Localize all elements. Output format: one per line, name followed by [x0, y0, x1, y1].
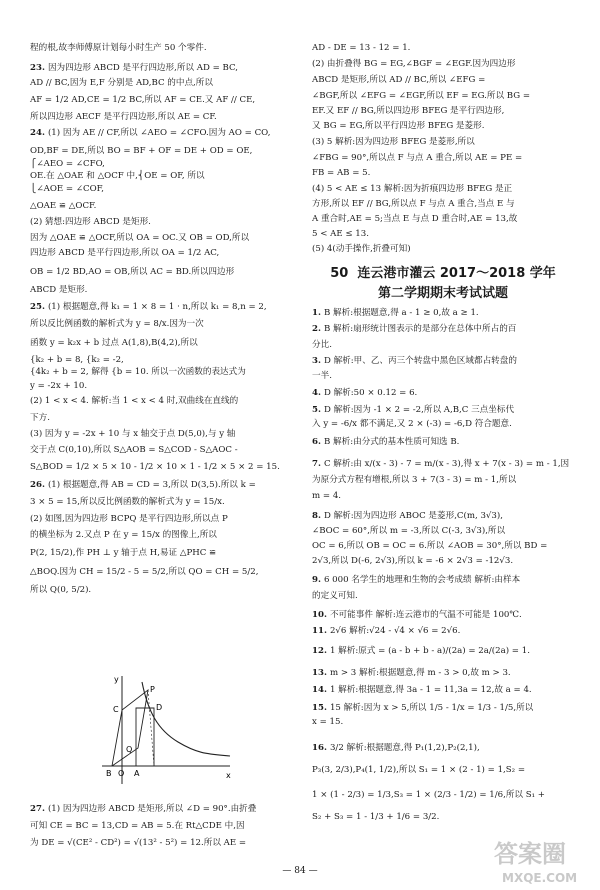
question-number: 1. [312, 308, 324, 318]
right-line-5: 又 BG = EG,所以平行四边形 BFEG 是菱形. [312, 121, 485, 131]
left-line-26: S△BOD = 1/2 × 5 × 10 - 1/2 × 10 × 1 - 1/2 × 5 × 2 = 15. [30, 462, 280, 472]
right-line-15: 2. B 解析:扇形统计图表示的是部分在总体中所占的百 [312, 324, 517, 334]
left-line-6: OD,BF = DE,所以 BO = BF + OF = DE + OD = OE, [30, 146, 253, 156]
right-line-41: 1 × (1 - 2/3) = 1/3,S₃ = 1 × (2/3 - 1/2) = 1/6,所以 S₁ + [312, 790, 546, 800]
section-title-text: 连云港市灌云 2017～2018 学年 [357, 266, 556, 281]
question-number: 12. [312, 646, 330, 656]
left-line-34: 27. (1) 因为四边形 ABCD 是矩形,所以 ∠D = 90°.由折叠 [30, 804, 257, 814]
right-line-12: 5 < AE ≤ 13. [312, 229, 369, 239]
left-line-19: {k₂ + b = 8, {k₂ = -2, [30, 355, 124, 365]
left-line-0: 程的根,故李师傅原计划每小时生产 50 个零件. [30, 43, 207, 53]
left-line-4: 所以四边形 AECF 是平行四边形,所以 AE = CF. [30, 112, 217, 122]
right-line-42: S₂ + S₃ = 1 - 1/3 + 1/6 = 3/2. [312, 812, 440, 822]
right-line-39: 16. 3/2 解析:根据题意,得 P₁(1,2),P₂(2,1), [312, 743, 480, 753]
point-label-p: P [150, 685, 155, 694]
right-line-35: 13. m > 3 解析:根据题意,得 m - 3 > 0,故 m > 3. [312, 668, 511, 678]
right-line-25: m = 4. [312, 491, 342, 501]
right-line-20: 5. D 解析:因为 -1 × 2 = -2,所以 A,B,C 三点坐标代 [312, 405, 515, 415]
right-line-4: EF.又 EF // BG,所以四边形 BFEG 是平行四边形, [312, 106, 505, 116]
question-number: 5. [312, 405, 324, 415]
question-number: 15. [312, 703, 330, 713]
right-line-31: 的定义可知. [312, 591, 358, 601]
right-line-38: x = 15. [312, 717, 344, 727]
question-number: 7. [312, 459, 324, 469]
left-line-11: (2) 猜想:四边形 ABCD 是矩形. [30, 217, 151, 227]
right-line-10: 方形,所以 EF // BG,所以点 F 与点 A 重合,当点 E 与 [312, 199, 515, 209]
right-line-13: (5) 4(动手操作,折叠可知) [312, 244, 411, 254]
question-number: 27. [30, 804, 48, 814]
axis-label-x: x [226, 771, 231, 780]
question-number: 3. [312, 356, 324, 366]
question-number: 26. [30, 480, 48, 490]
rectangle-abdc [136, 708, 154, 766]
helper-line-pq [148, 690, 154, 766]
left-line-12: 因为 △OAE ≌ △OCF,所以 OA = OC.又 OB = OD,所以 [30, 233, 250, 243]
left-line-18: 函数 y = k₂x + b 过点 A(1,8),B(4,2),所以 [30, 338, 198, 348]
hyperbola-curve [142, 682, 230, 756]
left-line-3: AF = 1/2 AD,CE = 1/2 BC,所以 AF = CE.又 AF // CE, [30, 95, 256, 105]
right-line-22: 6. B 解析:由分式的基本性质可知选 B. [312, 437, 460, 447]
right-line-17: 3. D 解析:甲、乙、丙三个转盘中黑色区域都占转盘的 [312, 356, 517, 366]
right-line-18: 一半. [312, 371, 332, 381]
question-number: 11. [312, 626, 330, 636]
left-line-27: 26. (1) 根据题意,得 AB = CD = 3,所以 D(3,5).所以 k = [30, 480, 256, 490]
question-number: 24. [30, 128, 48, 138]
left-line-1: 23. 因为四边形 ABCD 是平行四边形,所以 AD = BC, [30, 63, 238, 73]
left-line-30: 的横坐标为 2.又点 P 在 y = 15/x 的图像上,所以 [30, 530, 217, 540]
point-label-c: C [113, 705, 119, 714]
left-line-7: ⎧∠AEO = ∠CFO, [30, 159, 105, 169]
right-line-23: 7. C 解析:由 x/(x - 3) - 7 = m/(x - 3),得 x + 7(x - 3) = m - 1,因 [312, 459, 570, 469]
right-line-40: P₃(3, 2/3),P₄(1, 1/2),所以 S₁ = 1 × (2 - 1) = 1,S₂ = [312, 765, 526, 775]
question-number: 16. [312, 743, 330, 753]
page-number: — 84 — [282, 866, 318, 876]
right-line-6: (3) 5 解析:因为四边形 BFEG 是菱形,所以 [312, 137, 475, 147]
question-number: 25. [30, 302, 48, 312]
left-line-32: △BOQ.因为 CH = 15/2 - 5 = 5/2,所以 QO = CH = 5/2, [30, 567, 259, 577]
left-line-15: ABCD 是矩形. [30, 285, 88, 295]
question-number: 14. [312, 685, 330, 695]
right-line-11: A 重合时,AE = 5;当点 E 与点 D 重合时,AE = 13,故 [312, 214, 518, 224]
right-line-21: 入 y = -6/x 都不满足,又 2 × (-3) = -6,D 符合题意. [312, 419, 512, 429]
point-label-a: A [134, 769, 140, 778]
point-label-b: B [106, 769, 112, 778]
right-line-32: 10. 不可能事件 解析:连云港市的气温不可能是 100℃. [312, 610, 522, 620]
right-line-8: FB = AB = 5. [312, 168, 371, 178]
watermark-url: MXQE.COM [502, 871, 578, 885]
point-label-q: Q [126, 745, 133, 754]
right-line-28: OC = 6,所以 OB = OC = 6.所以 ∠AOB = 30°,所以 BD = [312, 541, 548, 551]
question-number: 13. [312, 668, 330, 678]
left-line-21: y = -2x + 10. [30, 381, 88, 391]
left-line-29: (2) 如图,因为四边形 BCPQ 是平行四边形,所以点 P [30, 514, 228, 524]
point-label-o: O [118, 769, 125, 778]
right-line-30: 9. 6 000 名学生的地理和生物的会考成绩 解析:由样本 [312, 575, 521, 585]
left-line-31: P(2, 15/2),作 PH ⊥ y 轴于点 H,易证 △PHC ≌ [30, 548, 217, 558]
right-line-2: ABCD 是矩形,所以 AD // BC,所以 ∠EFG = [312, 75, 486, 85]
section-number: 50 [330, 266, 349, 281]
left-line-23: 下方. [30, 413, 50, 423]
question-number: 8. [312, 511, 324, 521]
left-line-5: 24. (1) 因为 AE // CF,所以 ∠AEO = ∠CFO.因为 AO = CO, [30, 128, 271, 138]
watermark-logo [488, 832, 598, 886]
question-number: 23. [30, 63, 48, 73]
right-line-36: 14. 1 解析:根据题意,得 3a - 1 = 11,3a = 12,故 a = 4. [312, 685, 532, 695]
left-line-33: 所以 Q(0, 5/2). [30, 585, 92, 595]
left-line-17: 所以反比例函数的解析式为 y = 8/x.因为一次 [30, 319, 204, 329]
left-line-16: 25. (1) 根据题意,得 k₁ = 1 × 8 = 1 · n,所以 k₁ = 8,n = 2, [30, 302, 267, 312]
right-line-24: 为原分式方程有增根,所以 3 + 7(3 - 3) = m - 1,所以 [312, 475, 517, 485]
right-line-14: 1. B 解析:根据题意,得 a - 1 ≥ 0,故 a ≥ 1. [312, 308, 479, 318]
left-line-9: ⎩∠AOE = ∠COF, [30, 184, 105, 194]
left-line-24: (3) 因为 y = -2x + 10 与 x 轴交于点 D(5,0),与 y 轴 [30, 429, 236, 439]
right-line-1: (2) 由折叠得 BG = EG,∠BGF = ∠EGF.因为四边形 [312, 59, 516, 69]
point-label-d: D [156, 703, 163, 712]
section-title-line2: 第二学期期末考试试题 [377, 286, 508, 301]
left-line-20: {4k₂ + b = 2, 解得 {b = 10. 所以一次函数的表达式为 [30, 367, 246, 377]
right-line-27: ∠BOC = 60°,所以 m = -3,所以 C(-3, 3√3),所以 [312, 526, 506, 536]
left-line-35: 可知 CE = BC = 13,CD = AB = 5.在 Rt△CDE 中,因 [30, 821, 245, 831]
watermark-text: 答案圈 [494, 840, 566, 868]
right-line-19: 4. D 解析:50 × 0.12 = 6. [312, 388, 418, 398]
parallelogram-bcpq [112, 690, 148, 766]
left-line-28: 3 × 5 = 15,所以反比例函数的解析式为 y = 15/x. [30, 497, 225, 507]
left-line-22: (2) 1 < x < 4. 解析:当 1 < x < 4 时,双曲线在直线的 [30, 396, 239, 406]
left-line-2: AD // BC,因为 E,F 分别是 AD,BC 的中点,所以 [30, 78, 213, 88]
right-line-16: 分比. [312, 340, 332, 350]
right-line-0: AD - DE = 13 - 12 = 1. [312, 43, 411, 53]
right-line-3: ∠BGF,所以 ∠EFG = ∠EGF,所以 EF = EG.所以 BG = [312, 91, 531, 101]
right-line-34: 12. 1 解析:原式 = (a - b + b - a)/(2a) = 2a/(2a) = 1. [312, 646, 530, 656]
left-line-13: 四边形 ABCD 是平行四边形,所以 OA = 1/2 AC, [30, 248, 220, 258]
left-line-25: 交于点 C(0,10),所以 S△AOB = S△COD - S△AOC - [30, 445, 238, 455]
right-line-29: 2√3,所以 D(-6, 2√3),所以 k = -6 × 2√3 = -12√3. [312, 556, 514, 566]
left-line-8: OE.在 △OAE 和 △OCF 中,⎨OE = OF, 所以 [30, 171, 205, 181]
right-line-37: 15. 15 解析:因为 x > 5,所以 1/5 - 1/x = 1/3 - 1/5,所以 [312, 703, 534, 713]
question-number: 6. [312, 437, 324, 447]
right-line-9: (4) 5 < AE ≤ 13 解析:因为折痕四边形 BFEG 是正 [312, 184, 513, 194]
left-line-14: OB = 1/2 BD,AO = OB,所以 AC = BD.所以四边形 [30, 267, 235, 277]
question-number: 9. [312, 575, 324, 585]
figure-graph [98, 672, 238, 790]
axis-label-y: y [114, 675, 119, 684]
right-line-7: ∠FBG = 90°,所以点 F 与点 A 重合,所以 AE = PE = [312, 153, 523, 163]
left-line-10: △OAE ≌ △OCF. [30, 201, 97, 211]
question-number: 10. [312, 610, 330, 620]
left-line-36: 为 DE = √(CE² - CD²) = √(13² - 5²) = 12.所以 AE = [30, 838, 247, 848]
right-line-33: 11. 2√6 解析:√24 - √4 × √6 = 2√6. [312, 626, 461, 636]
section-title-line1 [312, 262, 574, 281]
question-number: 4. [312, 388, 324, 398]
right-line-26: 8. D 解析:因为四边形 ABOC 是菱形,C(m, 3√3), [312, 511, 503, 521]
question-number: 2. [312, 324, 324, 334]
